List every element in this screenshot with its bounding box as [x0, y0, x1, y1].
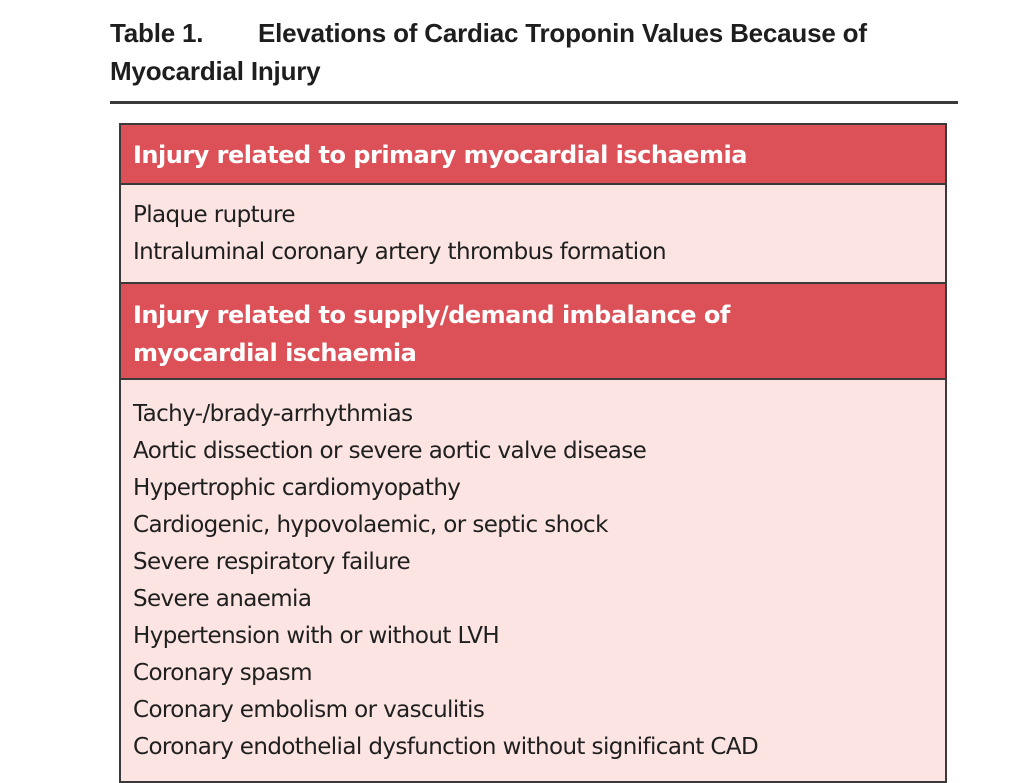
list-item: Intraluminal coronary artery thrombus formation: [133, 239, 667, 265]
table-number-label: Table 1.: [110, 18, 204, 48]
table-title-text: Elevations of Cardiac Troponin Values Because of: [258, 18, 867, 48]
section-header-line-2: myocardial ischaemia: [133, 339, 417, 367]
list-item: Coronary spasm: [133, 660, 312, 686]
section-header-primary-ischaemia: Injury related to primary myocardial ischaemia: [121, 125, 945, 185]
table-title: [110, 14, 960, 90]
list-item: Cardiogenic, hypovolaemic, or septic shock: [133, 512, 608, 538]
table-title-line-1: [110, 14, 960, 52]
list-item: Tachy-/brady-arrhythmias: [133, 401, 413, 427]
list-item: Coronary endothelial dysfunction without significant CAD: [133, 734, 759, 760]
list-item: Hypertension with or without LVH: [133, 623, 500, 649]
list-item: Hypertrophic cardiomyopathy: [133, 475, 461, 501]
list-item: Coronary embolism or vasculitis: [133, 697, 485, 723]
title-divider: [110, 101, 958, 104]
table-title-line-2: Myocardial Injury: [110, 56, 321, 86]
section-header-line-1: Injury related to supply/demand imbalance of: [133, 301, 730, 329]
list-item: Severe anaemia: [133, 586, 312, 612]
section-body-supply-demand-imbalance: [121, 380, 945, 766]
section-header-supply-demand-imbalance: [121, 282, 945, 380]
troponin-table: [119, 123, 947, 783]
section-body-primary-ischaemia: [121, 185, 945, 282]
list-item: Plaque rupture: [133, 202, 295, 228]
list-item: Aortic dissection or severe aortic valve disease: [133, 438, 647, 464]
list-item: Severe respiratory failure: [133, 549, 411, 575]
